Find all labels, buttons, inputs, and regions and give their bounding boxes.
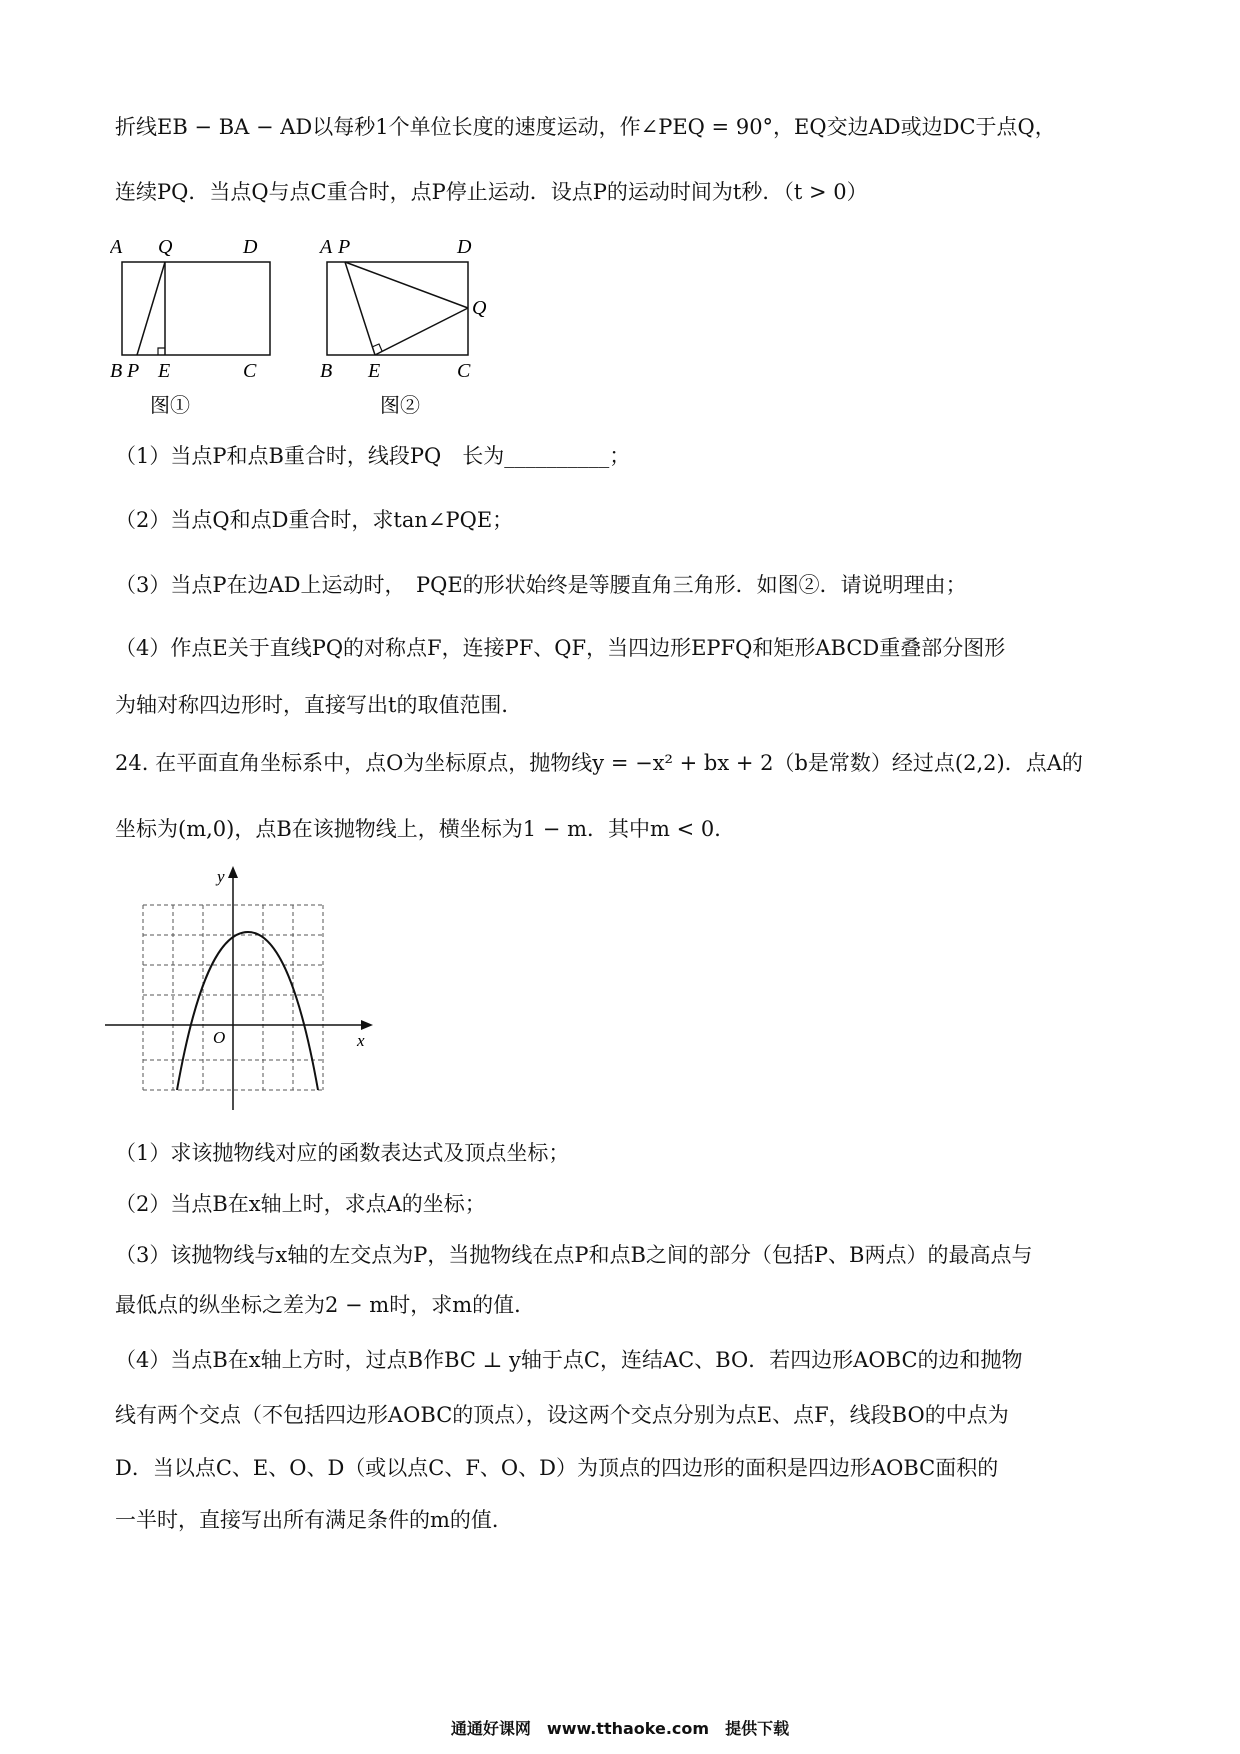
p24-question-1: （1）求该抛物线对应的函数表达式及顶点坐标； xyxy=(115,1141,570,1165)
y-axis-label: y xyxy=(217,867,225,886)
origin-label: O xyxy=(213,1028,226,1047)
fig1-label-D: D xyxy=(243,236,258,258)
fig2-label-C: C xyxy=(457,360,471,382)
p23-question-3: （3）当点P在边AD上运动时， PQE的形状始终是等腰直角三角形．如图②．请说明理由； xyxy=(115,573,967,597)
p23-question-1: （1）当点P和点B重合时，线段PQ 长为__________； xyxy=(115,444,631,468)
p23-question-4b: 为轴对称四边形时，直接写出t的取值范围． xyxy=(115,693,523,717)
p24-text-line2: 坐标为(m,0)，点B在该抛物线上，横坐标为1 − m．其中m < 0． xyxy=(115,817,736,841)
p23-text-line1: 折线EB − BA − AD以每秒1个单位长度的速度运动，作∠PEQ = 90°，EQ交边AD或边DC于点Q， xyxy=(115,115,1056,139)
fig2-label-P: P xyxy=(338,236,351,258)
p24-question-3b: 最低点的纵坐标之差为2 − m时，求m的值． xyxy=(115,1293,536,1317)
fig2-label-A: A xyxy=(320,236,333,258)
fig1-label-C: C xyxy=(243,360,257,382)
fig2-label-Q: Q xyxy=(472,297,487,319)
fig2-caption: 图② xyxy=(380,395,420,415)
p24-question-4c: D．当以点C、E、O、D（或以点C、F、O、D）为顶点的四边形的面积是四边形AOBC面积的 xyxy=(115,1456,999,1480)
p23-question-4a: （4）作点E关于直线PQ的对称点F，连接PF、QF，当四边形EPFQ和矩形ABCD重叠部分图形 xyxy=(115,636,1006,660)
footer: 通通好课网 www.tthaoke.com 提供下载 xyxy=(450,1719,790,1738)
parabola-graph xyxy=(105,860,425,1120)
figure-1 xyxy=(110,230,280,415)
p24-question-4d: 一半时，直接写出所有满足条件的m的值． xyxy=(115,1508,513,1532)
p24-question-3a: （3）该抛物线与x轴的左交点为P，当抛物线在点P和点B之间的部分（包括P、B两点）的最高点与 xyxy=(115,1243,1033,1267)
p23-text-line2: 连续PQ．当点Q与点C重合时，点P停止运动．设点P的运动时间为t秒．（t > 0） xyxy=(115,180,868,204)
p24-text-line1: 24. 在平面直角坐标系中，点O为坐标原点，抛物线y = −x² + bx + 2（b是常数）经过点(2,2)．点A的 xyxy=(115,751,1083,775)
fig1-caption: 图① xyxy=(150,395,190,415)
fig2-label-E: E xyxy=(368,360,381,382)
fig2-label-D: D xyxy=(457,236,472,258)
p24-question-4b: 线有两个交点（不包括四边形AOBC的顶点），设这两个交点分别为点E、点F，线段BO的中点为 xyxy=(115,1403,1009,1427)
p24-question-4a: （4）当点B在x轴上方时，过点B作BC ⊥ y轴于点C，连结AC、BO．若四边形AOBC的边和抛物 xyxy=(115,1348,1023,1372)
fig1-label-A: A xyxy=(110,236,123,258)
figure-2 xyxy=(310,230,510,415)
fig1-label-E: E xyxy=(158,360,171,382)
fig2-label-B: B xyxy=(320,360,333,382)
fig1-label-Q: Q xyxy=(158,236,173,258)
p23-question-2: （2）当点Q和点D重合时，求tan∠PQE； xyxy=(115,508,514,532)
p24-question-2: （2）当点B在x轴上时，求点A的坐标； xyxy=(115,1192,486,1216)
fig1-label-B: B xyxy=(110,360,123,382)
x-axis-label: x xyxy=(357,1031,365,1050)
fig1-label-P: P xyxy=(127,360,140,382)
